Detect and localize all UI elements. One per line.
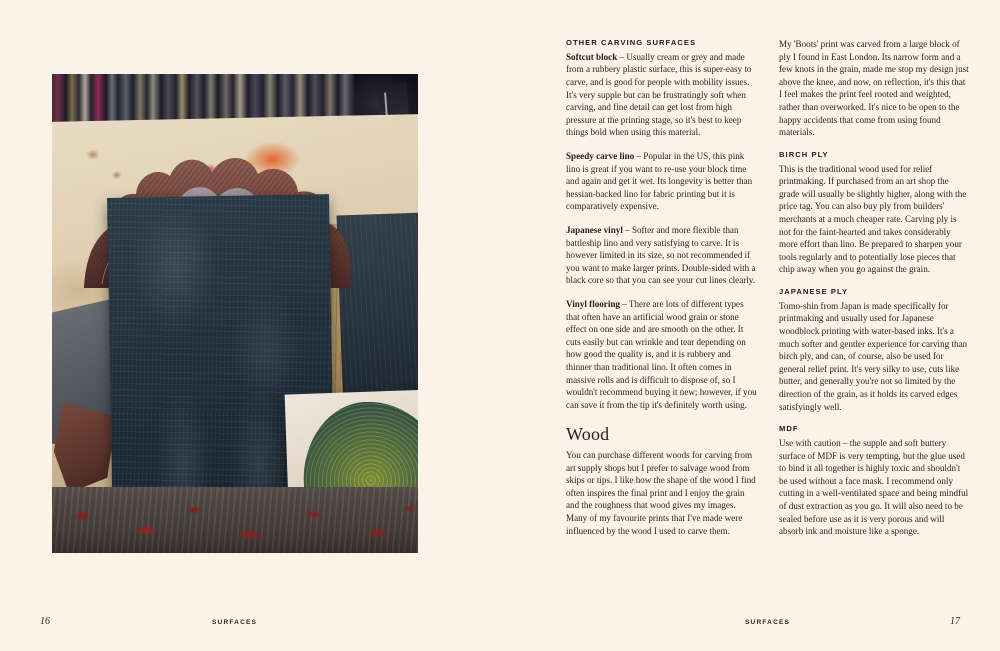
lead-in-speedy-carve-lino: Speedy carve lino <box>566 151 635 162</box>
heading-japanese-ply: JAPANESE PLY <box>779 286 849 296</box>
text-speedy-carve-lino: – Popular in the US, this pink lino is great if you want to re-use your block time and again and get it wet. Its longevity is better than hessian-backed lino for fabric printing but it is comparatively expensive. <box>566 151 753 212</box>
paragraph-birch-ply: This is the traditional wood used for relief printmaking. If purchased from an art shop the grade will usually be slightly higher, along with the price tag. You can also buy ply from builders' merchants at a much cheaper rate. Carving ply is not for the faint-hearted and takes considerably more effort than lino. Be prepared to sharpen your tools regularly and to potentially lose pieces that chip away when you go against the grain. <box>779 163 967 275</box>
heading-birch-ply: BIRCH PLY <box>779 149 829 159</box>
column-left <box>566 38 757 538</box>
running-head-left: SURFACES <box>212 619 258 626</box>
text-japanese-vinyl: – Softer and more flexible than battleship lino and very satisfying to carve. It is however limited in its size, so not recommended if you want to make larger prints. Double-sided with a black core so that you can see your cut lines clearly. <box>566 224 756 286</box>
photo-content <box>52 74 418 553</box>
heading-other-carving-surfaces: OTHER CARVING SURFACES <box>566 38 697 47</box>
paragraph-softcut-block <box>566 51 757 139</box>
paragraph-vinyl-flooring <box>566 298 757 411</box>
running-head-right: SURFACES <box>745 619 791 626</box>
paragraph-japanese-vinyl <box>566 224 757 287</box>
text-columns <box>566 38 970 538</box>
paragraph-boots-print: My 'Boots' print was carved from a large block of ply I found in East London. Its narrow form and a few knots in the grain, made me stop my design just above the knee, and now, on reflection, it's this that I feel makes the print feel rooted and weighted, rather than overworked. It's nice to be open to the happy accidents that come from using found materials. <box>779 39 969 138</box>
paragraph-mdf: Use with caution – the supple and soft buttery surface of MDF is very tempting, but the glue used to bind it all together is highly toxic and shouldn't be used without a face mask. I recommend only cutting in a well-ventilated space and being mindful of dust extraction as you go. It will also need to be sealed before use as it is very porous and will absorb ink and moisture like a sponge. <box>779 438 969 537</box>
splattered-floor <box>52 487 418 553</box>
lead-in-softcut-block: Softcut block <box>566 51 618 62</box>
section-heading-wood: Wood <box>566 424 610 445</box>
paragraph-speedy-carve-lino <box>566 150 757 213</box>
text-vinyl-flooring: – There are lots of different types that often have an artificial wood grain or stone effect on one side and are smooth on the other. It cuts easily but can wrinkle and tear depending on how good the quality is, and it is rubbery and thinner than traditional lino. It often comes in massive rolls and is difficult to dispose of, so I wouldn't recommend buying it new; however, if you can save it from the tip it's definitely worth using. <box>566 298 757 410</box>
paragraph-japanese-ply: Tomo-shin from Japan is made specifically for printmaking and usually used for Japanese woodblock printing with water-based inks. It's a much softer and gentler experience for carving than birch ply, and can, of course, also be used for general relief print. It's very silky to use, cuts like butter, and generally you're not so limited by the direction of the grain, as it holds its carved edges satisfyingly well. <box>779 300 968 412</box>
column-right <box>779 38 970 538</box>
photograph-carving-blocks <box>52 74 418 553</box>
paragraph-wood: You can purchase different woods for carving from art supply shops but I prefer to salvage wood from skips or tips. I like how the shape of the wood I find often inspires the final print and I enjoy the grain and the roughness that wood gives my images. Many of my favourite prints that I've made were influenced by the wood I used to carve them. <box>566 450 756 536</box>
lead-in-vinyl-flooring: Vinyl flooring <box>566 298 620 309</box>
lead-in-japanese-vinyl: Japanese vinyl <box>566 224 623 235</box>
page-number-left: 16 <box>40 616 50 627</box>
page-number-right: 17 <box>950 616 960 627</box>
heading-mdf: MDF <box>779 424 799 434</box>
text-softcut-block: – Usually cream or grey and made from a rubbery plastic surface, this is super-easy to carve, and is good for people with mobility issues. It's very supple but can be frustratingly soft when carving, and fine detail can get lost from high pressure at the printing stage, so it's best to keep things bold when using this material. <box>566 51 752 138</box>
